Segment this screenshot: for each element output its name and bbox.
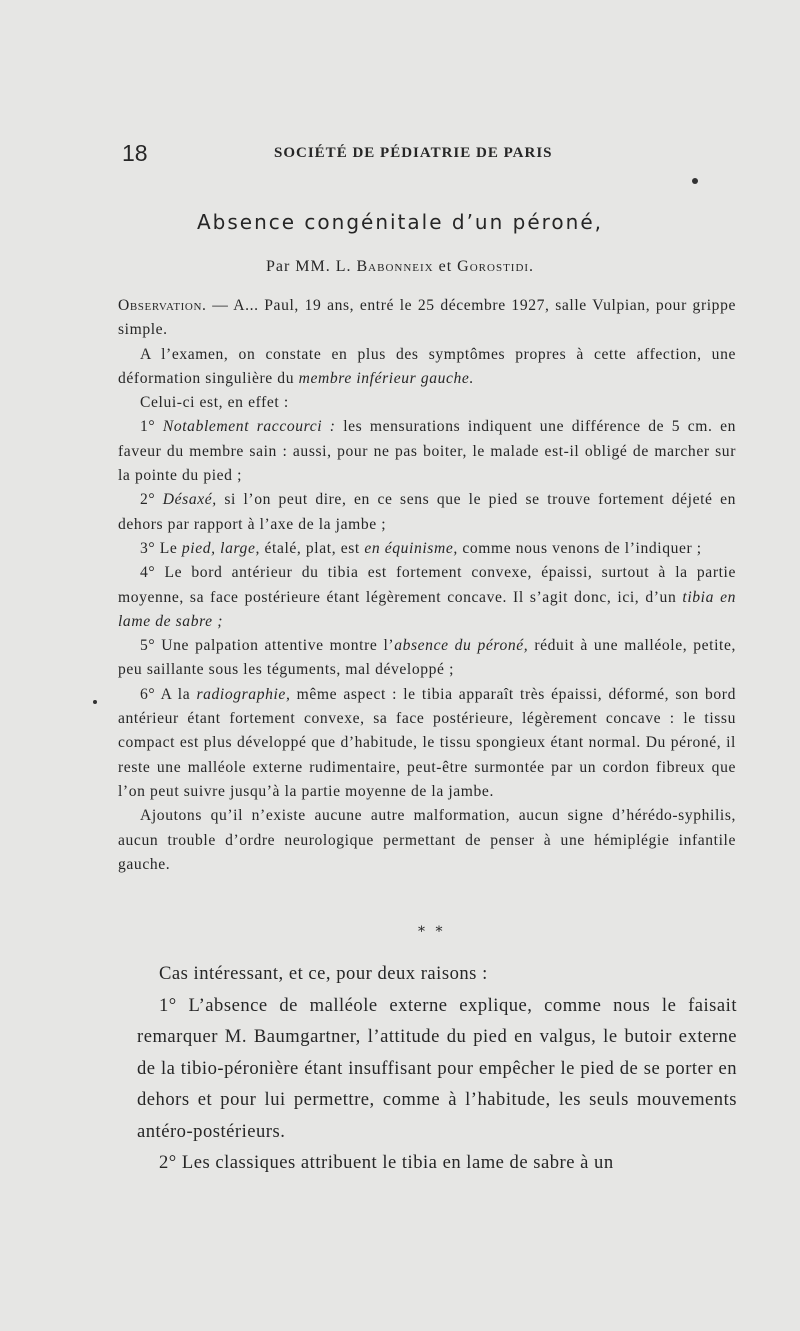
text: les mensurations indiquent une différence de 5 cm. en faveur du membre sain : aussi, pour ne pas boiter, le malade est-il obligé de marcher sur la pointe du pied ;: [118, 418, 736, 485]
paragraph: Cas intéressant, et ce, pour deux raisons :: [159, 963, 488, 984]
list-item: [118, 634, 736, 683]
emphasis: membre inférieur gauche.: [298, 369, 474, 387]
emphasis: tibia en lame de sabre ;: [118, 588, 736, 630]
item-number: 1°: [140, 418, 156, 436]
running-header: [122, 140, 782, 170]
item-number: 5°: [140, 637, 156, 655]
article-title: Absence congénitale d’un péroné,: [196, 210, 603, 234]
byline: [0, 258, 800, 276]
byline-prefix: Par MM. L.: [265, 258, 352, 275]
paragraph: [118, 294, 736, 343]
text: réduit à une malléole, petite, peu saillante sous les téguments, mal développé ;: [118, 637, 736, 679]
emphasis: Notablement raccourci :: [162, 418, 336, 436]
item-number: 6° A la: [140, 685, 191, 703]
emphasis: en équinisme,: [364, 539, 458, 557]
discussion-section: [137, 958, 737, 1179]
byline-conjunction: et: [438, 258, 453, 275]
text: Le bord antérieur du tibia est fortement convexe, épaissi, surtout à la partie moyenne, sa face postérieure étant légèrement concave. Il s’agit donc, ici, d’un: [118, 564, 737, 606]
text: comme nous venons de l’indiquer ;: [462, 539, 702, 557]
text: étalé, plat, est: [264, 539, 360, 557]
page-number: 18: [122, 140, 148, 166]
ink-speck: [93, 700, 97, 704]
author-name: Babonneix: [356, 258, 434, 275]
text: A l’examen, on constate en plus des symptômes propres à cette affection, une déformation singulière du: [118, 345, 736, 387]
paragraph: 2° Les classiques attribuent le tibia en lame de sabre à un: [159, 1152, 614, 1173]
paragraph: Ajoutons qu’il n’existe aucune autre malformation, aucun signe d’hérédo-syphilis, aucun trouble d’ordre neurologique permettant de penser à une hémiplégie infantile gauche.: [118, 807, 736, 873]
list-item: [118, 561, 736, 634]
item-number: 4°: [140, 564, 156, 582]
text: si l’on peut dire, en ce sens que le pied se trouve fortement déjeté en dehors par rapport à l’axe de la jambe ;: [118, 491, 737, 533]
item-number: 2°: [140, 491, 156, 509]
running-head: SOCIÉTÉ DE PÉDIATRIE DE PARIS: [274, 145, 553, 161]
emphasis: absence du péroné,: [394, 637, 529, 655]
list-item: [118, 488, 736, 537]
text: — A... Paul, 19 ans, entré le 25 décembre 1927, salle Vulpian, pour grippe simple.: [118, 297, 736, 339]
text: Une palpation attentive montre l’: [161, 637, 395, 655]
paragraph: 1° L’absence de malléole externe explique, comme nous le faisait remarquer M. Baumgartner, l’attitude du pied en valgus, le butoir externe de la tibio-péronière étant insuffisant pour empêcher le pied de se porter en dehors et pour lui permettre, comme à l’habitude, les seuls mouvements antéro-postérieurs.: [137, 994, 737, 1142]
paragraph: Celui-ci est, en effet :: [140, 394, 289, 412]
emphasis: pied, large,: [181, 539, 260, 557]
item-number: 3° Le: [140, 539, 178, 557]
emphasis: radiographie,: [196, 685, 291, 703]
emphasis: Désaxé,: [162, 491, 217, 509]
observation-section: [118, 294, 736, 877]
list-item: [118, 683, 736, 804]
author-name: Gorostidi.: [457, 258, 535, 275]
section-separator: * *: [418, 924, 446, 940]
paragraph: [118, 343, 736, 392]
text: même aspect : le tibia apparaît très épaissi, déformé, son bord antérieur étant fortement convexe, sa face postérieure, légèrement concave : le tissu compact est plus développé que d’habitude, le tissu spongieux étant normal. Du péroné, il reste une malléole externe rudimentaire, peut-être surmontée par un cordon fibreux que l’on peut suivre jusqu’à la partie moyenne de la jambe.: [118, 685, 736, 800]
ink-speck: [692, 178, 698, 184]
list-item: [118, 415, 736, 488]
observation-label: Observation.: [118, 297, 207, 314]
list-item: [118, 537, 736, 561]
